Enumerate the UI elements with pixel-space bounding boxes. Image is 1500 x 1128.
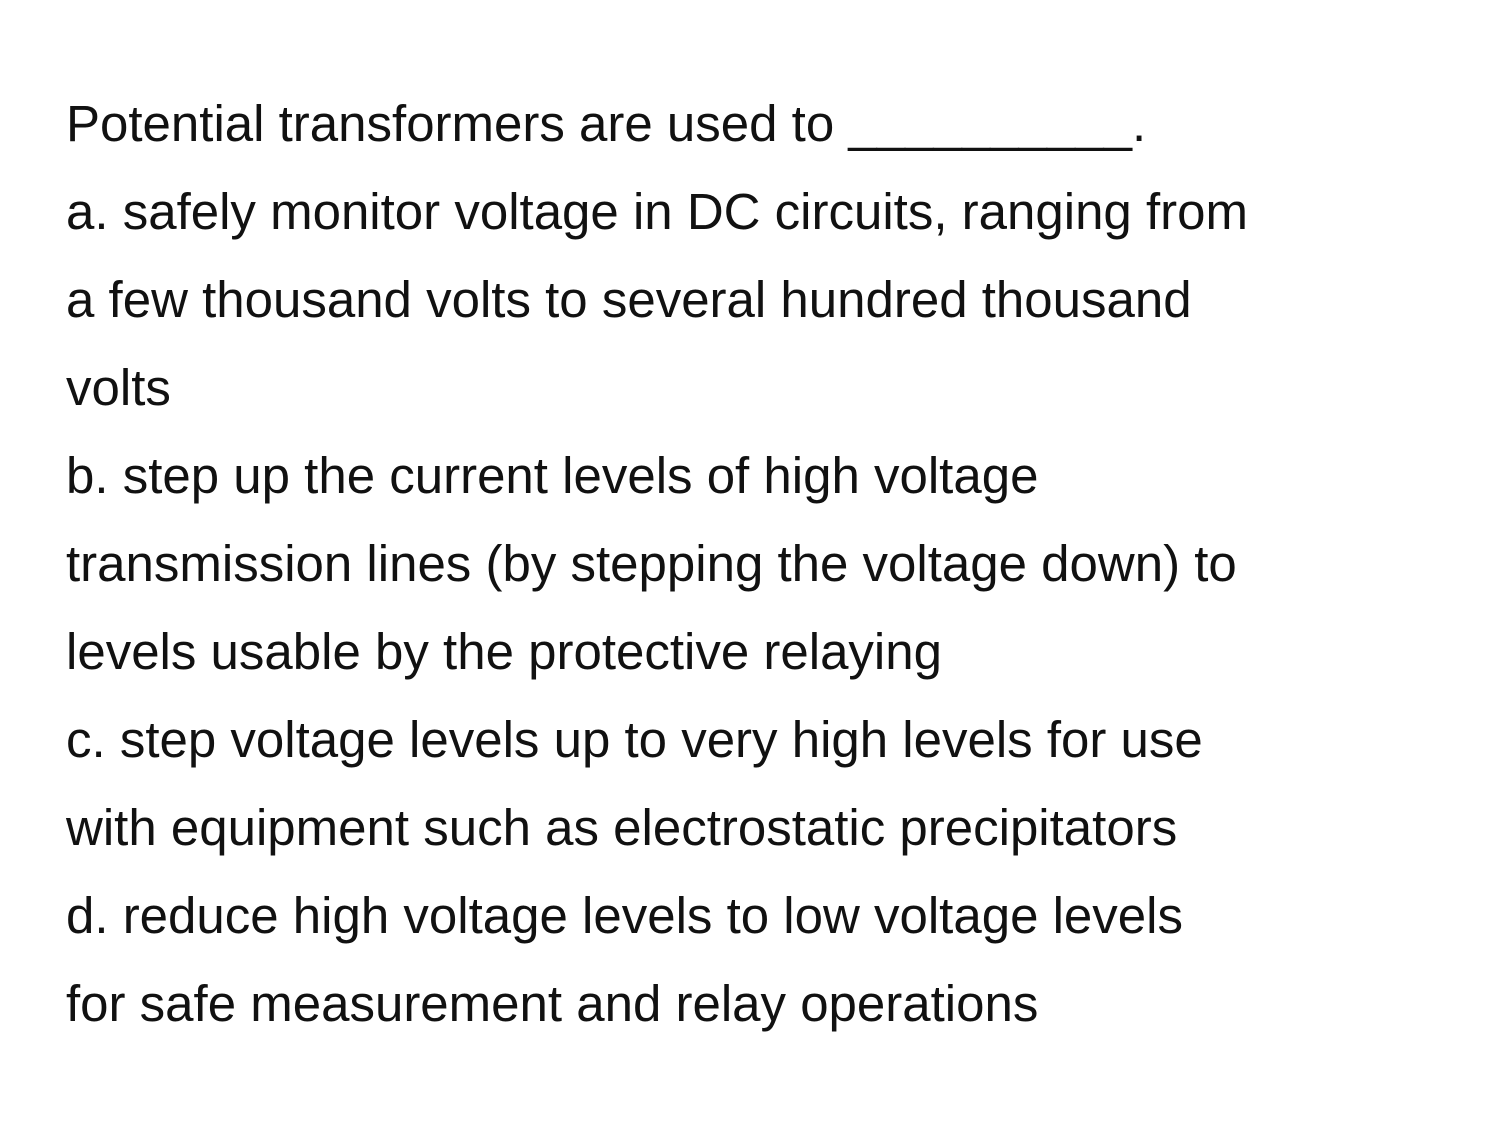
option-a-line-1: a. safely monitor voltage in DC circuits, ranging from [66, 183, 1248, 240]
option-a-line-3: volts [66, 359, 171, 416]
option-d-line-1: d. reduce high voltage levels to low voltage levels [66, 887, 1183, 944]
question-stem: Potential transformers are used to __________. [66, 95, 1147, 152]
option-b-line-2: transmission lines (by stepping the voltage down) to [66, 535, 1237, 592]
option-a-line-2: a few thousand volts to several hundred thousand [66, 271, 1192, 328]
option-c [66, 696, 1466, 872]
option-b-line-1: b. step up the current levels of high voltage [66, 447, 1039, 504]
option-b-line-3: levels usable by the protective relaying [66, 623, 942, 680]
option-c-line-2: with equipment such as electrostatic precipitators [66, 799, 1178, 856]
option-a [66, 168, 1466, 432]
option-d-line-2: for safe measurement and relay operations [66, 975, 1039, 1032]
option-b [66, 432, 1466, 696]
question-block [66, 80, 1466, 1048]
option-d [66, 872, 1466, 1048]
option-c-line-1: c. step voltage levels up to very high levels for use [66, 711, 1203, 768]
